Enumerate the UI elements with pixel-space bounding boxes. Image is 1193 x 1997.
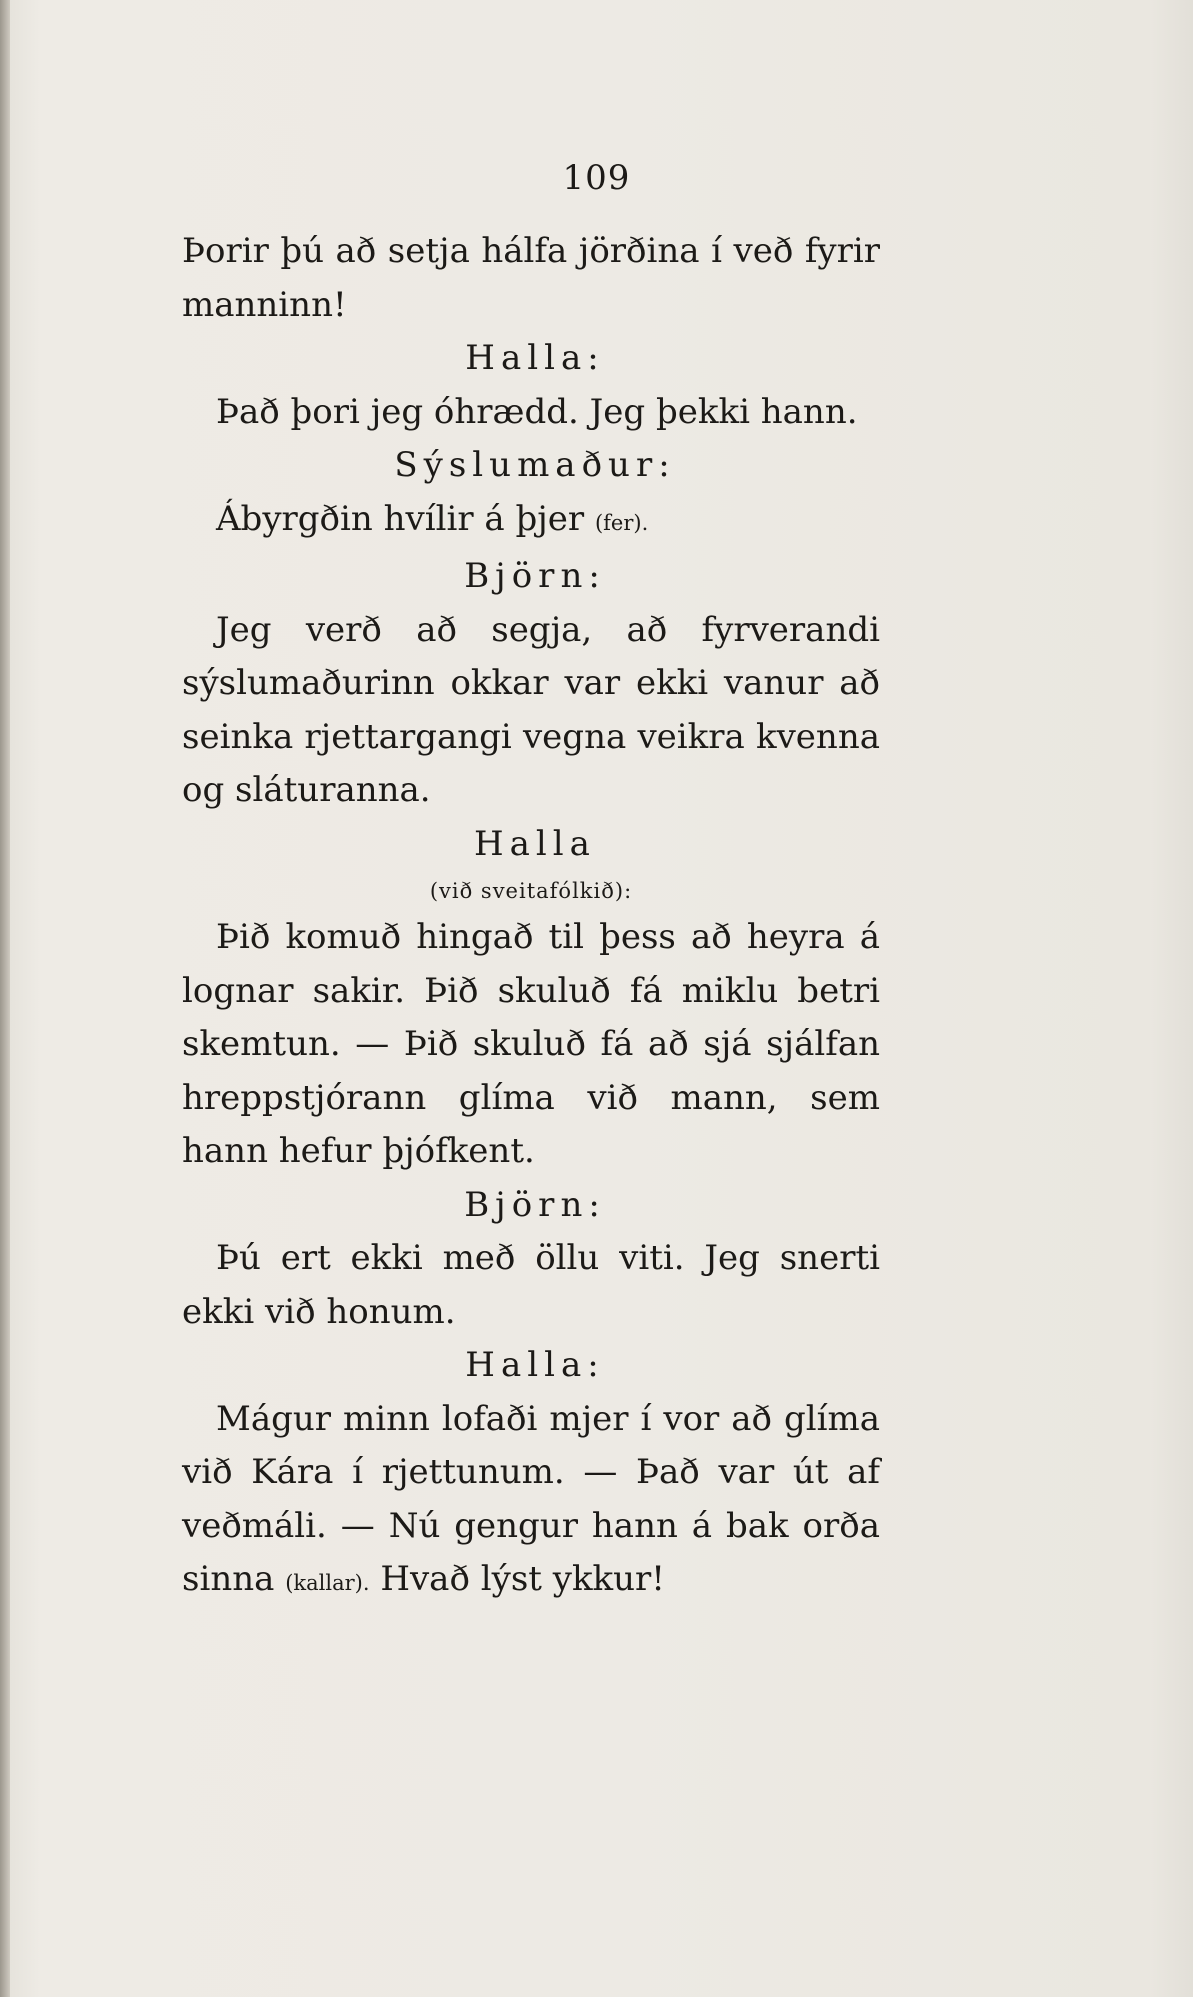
paragraph-halla-2: Þið komuð hingað til þess að heyra á lognar sakir. Þið skuluð fá miklu betri skemtun. — Þið skuluð fá að sjá sjálfan hreppstjórann glíma við mann, sem hann hefur þjófkent. (182, 917, 880, 1171)
paragraph-halla-1: Það þori jeg óhrædd. Jeg þekki hann. (216, 391, 858, 432)
stage-direction-sveitafolkid: (við sveitafólkið): (429, 879, 633, 903)
speaker-halla-3: Halla: (465, 1345, 605, 1385)
paragraph-syslumadur (182, 493, 880, 551)
paragraph-halla-3-end: Hvað lýst ykkur! (380, 1559, 665, 1599)
paragraph-bjorn-1: Jeg verð að segja, að fyrverandi sýslumaðurinn okkar var ekki vanur að seinka rjettargangi vegna veikra kvenna og sláturanna. (182, 609, 880, 810)
speaker-syslumadur: Sýslumaður: (394, 445, 676, 485)
paragraph-syslumadur-text: Ábyrgðin hvílir á þjer (216, 498, 585, 539)
page-spine-shadow (0, 0, 10, 1997)
speaker-halla-1: Halla: (465, 338, 605, 378)
paragraph-bjorn-2: Þú ert ekki með öllu viti. Jeg snerti ekki við honum. (182, 1238, 880, 1332)
page-number: 109 (562, 158, 631, 198)
paragraph-thorir: Þorir þú að setja hálfa jörðina í veð fyrir manninn! (182, 231, 880, 325)
speaker-bjorn-1: Björn: (464, 556, 606, 596)
stage-direction-fer: (fer). (594, 510, 649, 535)
play-text (182, 225, 880, 1611)
stage-direction-kallar: (kallar). (285, 1571, 370, 1595)
speaker-halla-2: Halla (474, 823, 596, 864)
paragraph-halla-3-text: Mágur minn lofaði mjer í vor að glíma við Kára í rjettunum. — Það var út af veðmáli. — Nú gengur hann á bak orða sinna (182, 1398, 880, 1599)
speaker-bjorn-2: Björn: (464, 1184, 606, 1225)
paragraph-halla-3 (182, 1393, 880, 1611)
